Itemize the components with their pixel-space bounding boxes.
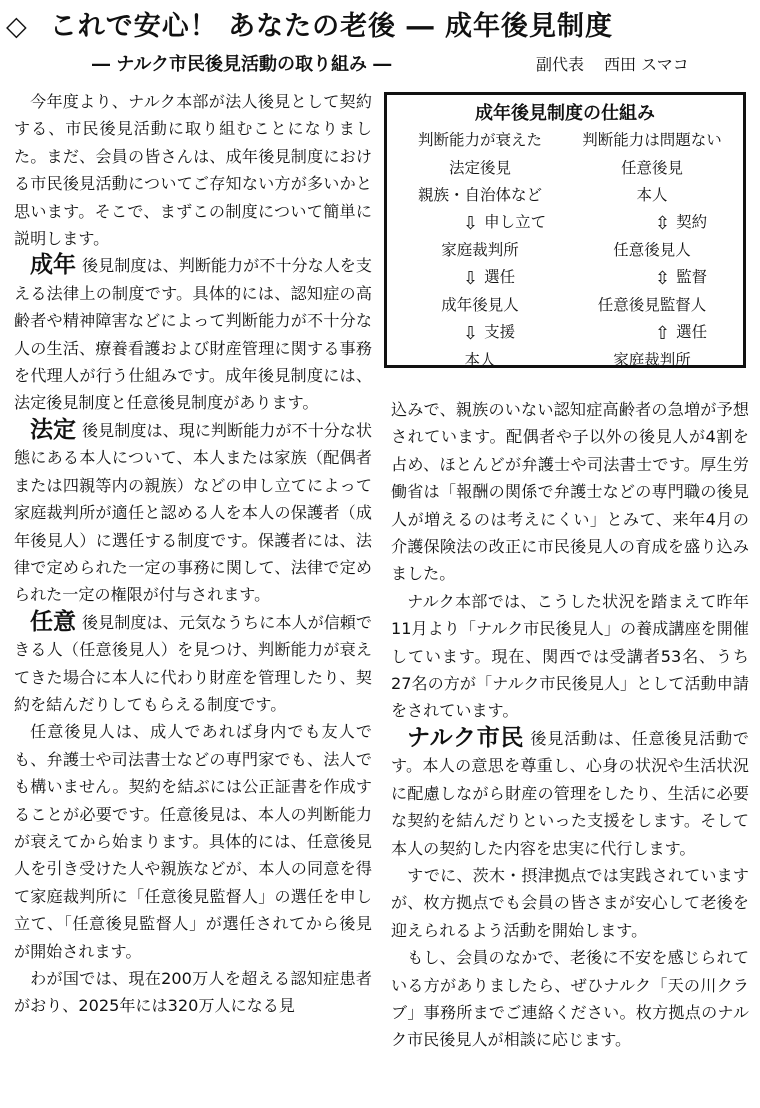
title-text: これで安心！ あなたの老後 ― 成年後見制度 [49, 11, 613, 42]
houtei-text: 後見制度は、現に判断能力が不十分な状態にある本人について、本人または家族（配偶者または四親等内の親族）などの申し立てによって家庭裁判所が適任と認める人を本人の保護者（成年後見人）に選任する制度です。保護者には、法律で定められた一定の事務に関して、法律で定められた一定の権限が付与されます。 [14, 420, 373, 605]
keyword-seinen: 成年 [30, 252, 77, 279]
diagram-arrow-left [463, 210, 546, 234]
nini-text: 後見制度は、元気なうちに本人が信頼できる人（任意後見人）を見つけ、判断能力が衰えてきた場合に本人に代わり財産を管理したり、契約を結んだりしてもらえる制度です。 [14, 612, 373, 714]
diagram-row [387, 125, 743, 153]
diagram-row [387, 235, 743, 263]
diagram-row [387, 290, 743, 318]
keyword-nini: 任意 [30, 608, 77, 635]
diagram-node: 法定後見 [448, 158, 511, 177]
nini-paragraph [14, 609, 372, 719]
diagram-node: 判断能力は問題ない [582, 131, 722, 149]
seinen-text: 後見制度は、判断能力が不十分な人を支える法律上の制度です。具体的には、認知症の高齢者や精神障害などによって判断能力が不十分な人の生活、療養看護および財産管理に関する事務を代理人が行う仕組みです。成年後見制度には、法定後見制度と任意後見制度があります。 [14, 256, 373, 413]
diagram-arrow-row [387, 208, 743, 236]
diagram-arrow-left [463, 265, 515, 289]
arrow-down-icon: ⇩ [463, 267, 479, 289]
diagram-arrow-row [387, 263, 743, 291]
arrow-label: 選任 [484, 267, 516, 286]
diagram-node: 判断能力が衰えた [417, 131, 542, 149]
diagram-arrow-row [387, 318, 743, 346]
diamond-icon: ◇ [6, 11, 28, 42]
statistics-paragraph: わが国では、現在200万人を超える認知症患者がおり、2025年には320万人になる見 [14, 969, 372, 1016]
diagram-row [387, 345, 743, 373]
diagram-node: 家庭裁判所 [441, 241, 519, 259]
diagram-arrow-left [463, 320, 515, 344]
right-column [391, 396, 749, 1054]
contact-paragraph: もし、会員のなかで、老後に不安を感じられている方がありましたら、ぜひナルク「天の川クラブ」事務所までご連絡ください。枚方拠点のナルク市民後見人が相談に応じます。 [391, 948, 749, 1050]
diagram-node: 成年後見人 [441, 296, 519, 314]
arrow-down-icon: ⇩ [463, 322, 479, 344]
arrow-updown-icon: ⇳ [655, 267, 671, 289]
diagram-row [387, 153, 743, 181]
diagram-title: 成年後見制度の仕組み [475, 103, 655, 124]
author-role: 副代表 [536, 55, 585, 74]
diagram-node: 親族・自治体など [417, 186, 542, 204]
continued-paragraph: 込みで、親族のいない認知症高齢者の急増が予想されています。配偶者や子以外の後見人が4割を占め、ほとんどが弁護士や司法書士です。厚生労働省は「報酬の関係で弁護士などの専門職の後見人が増えるのは考えにくい」とみて、来年4月の介護保険法の改正に市民後見人の育成を盛り込みました。 [391, 400, 749, 584]
diagram-arrow-right [655, 210, 707, 234]
diagram-arrow-right [655, 265, 707, 289]
arrow-label: 申し立て [484, 212, 547, 231]
system-diagram-box [384, 92, 746, 368]
seinen-paragraph [14, 252, 372, 416]
arrow-up-icon: ⇧ [655, 322, 671, 344]
hirakata-paragraph: すでに、茨木・摂津拠点では実践されていますが、枚方拠点でも会員の皆さまが安心して老後を迎えられるよう活動を開始します。 [391, 865, 749, 940]
diagram-node: 任意後見人 [613, 241, 691, 259]
keyword-houtei: 法定 [30, 416, 77, 443]
arrow-label: 契約 [676, 212, 708, 231]
arrow-label: 支援 [484, 322, 516, 341]
left-column [14, 88, 372, 1020]
diagram-arrow-right [655, 320, 707, 344]
nini-guardian-paragraph: 任意後見人は、成人であれば身内でも友人でも、弁護士や司法書士などの専門家でも、法人でも構いません。契約を結ぶには公正証書を作成することが必要です。任意後見は、本人の判断能力が衰えてから始まります。具体的には、任意後見人を引き受けた人や親族などが、本人の同意を得て家庭裁判所に「任意後見監督人」の選任を申し立て、「任意後見監督人」が選任されてから後見が開始されます。 [14, 722, 372, 961]
keyword-naruku: ナルク市民 [407, 724, 525, 751]
page-subtitle: ― ナルク市民後見活動の取り組み ― [92, 54, 392, 75]
naruku-text: 後見活動は、任意後見活動です。本人の意思を尊重し、心身の状況や生活状況に配慮しながら財産の管理をしたり、生活に必要な契約を結んだりといった支援をします。そして本人の契約した内容を忠実に代行します。 [391, 728, 750, 858]
author-name: 西田 スマコ [604, 55, 689, 74]
diagram-row [387, 180, 743, 208]
naruku-paragraph [391, 725, 749, 862]
intro-paragraph: 今年度より、ナルク本部が法人後見として契約する、市民後見活動に取り組むことになりました。まだ、会員の皆さんは、成年後見制度における市民後見活動についてご存知ない方が多いかと思います。そこで、まずこの制度について簡単に説明します。 [14, 92, 372, 249]
training-paragraph: ナルク本部では、こうした状況を踏まえて昨年11月より「ナルク市民後見人」の養成講座を開催しています。現在、関西では受講者53名、うち27名の方が「ナルク市民後見人」として活動申請をされています。 [391, 591, 749, 721]
author-byline [536, 52, 709, 75]
houtei-paragraph [14, 417, 372, 609]
arrow-label: 選任 [676, 322, 708, 341]
diagram-node: 本人 [636, 186, 668, 204]
arrow-label: 監督 [676, 267, 708, 286]
page-title [6, 4, 754, 44]
diagram-node: 家庭裁判所 [613, 351, 691, 369]
diagram-chart [387, 125, 743, 373]
diagram-node: 任意後見監督人 [597, 296, 707, 314]
arrow-updown-icon: ⇳ [655, 212, 671, 234]
diagram-node: 本人 [464, 351, 496, 369]
arrow-down-icon: ⇩ [463, 212, 479, 234]
diagram-node: 任意後見 [620, 158, 683, 177]
